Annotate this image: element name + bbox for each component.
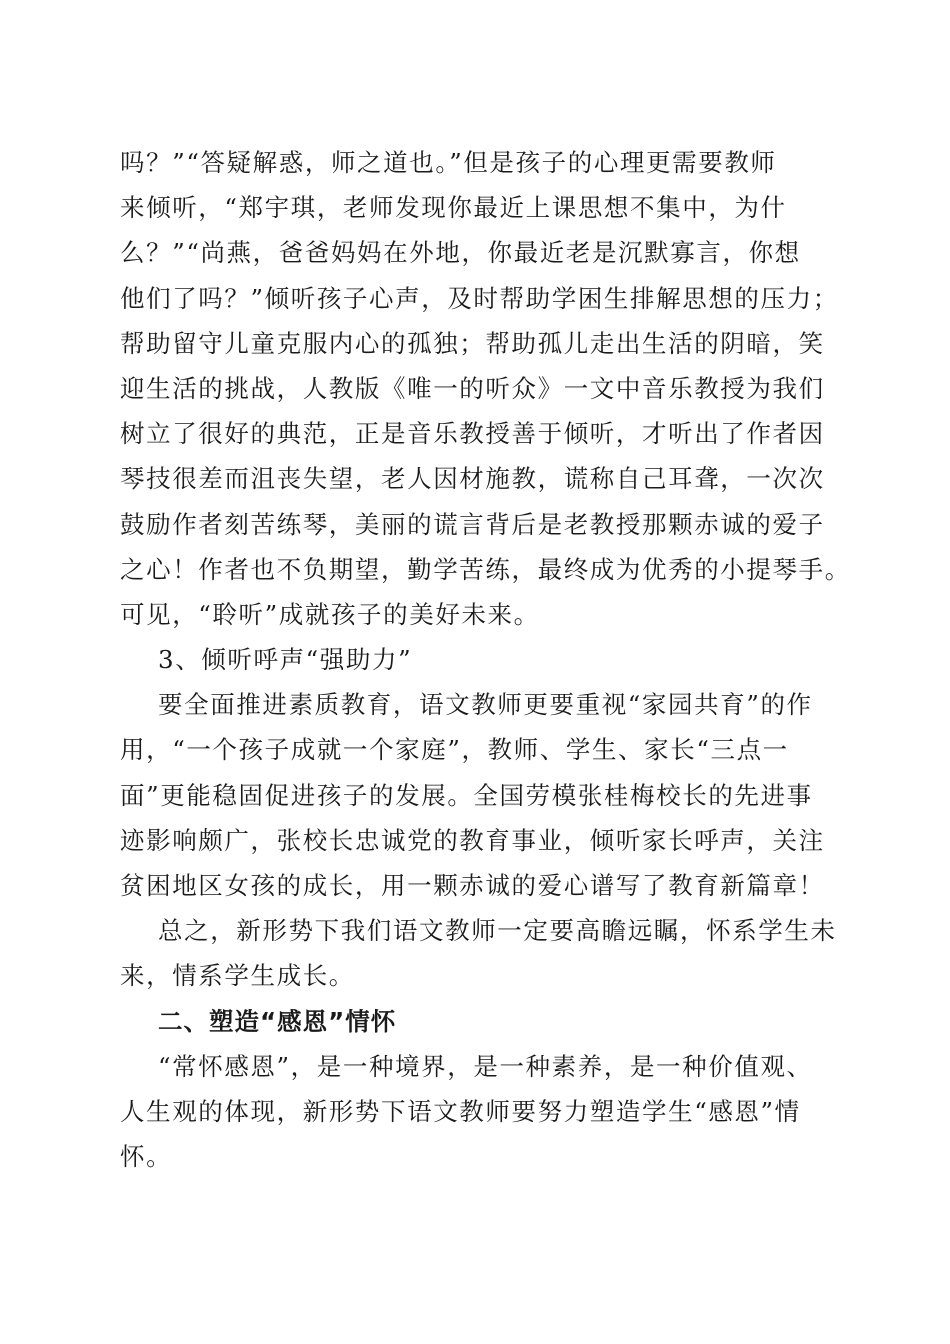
text-line: 贫困地区女孩的成长，用一颗赤诚的爱心谱写了教育新篇章！ <box>120 871 825 900</box>
paragraph-listening-hearts <box>120 140 851 637</box>
text-line: 可见，“聆听”成就孩子的美好未来。 <box>120 599 540 629</box>
text-line: 面”更能稳固促进孩子的发展。全国劳模张桂梅校长的先进事 <box>120 780 813 810</box>
text-line: 鼓励作者刻苦练琴，美丽的谎言背后是老教授那颗赤诚的爱子 <box>120 509 825 539</box>
text-line: 总之，新形势下我们语文教师一定要高瞻远瞩，怀系学生未 <box>158 916 837 946</box>
text-line: 迎生活的挑战，人教版《唯一的听众》一文中音乐教授为我们 <box>120 373 825 403</box>
paragraph-gratitude <box>120 1044 830 1180</box>
paragraph-home-school <box>120 682 830 908</box>
document-page <box>120 140 851 1179</box>
text-line: 要全面推进素质教育，语文教师更要重视“家园共育”的作 <box>158 690 813 720</box>
text-line: 他们了吗？”倾听孩子心声，及时帮助学困生排解思想的压力； <box>120 283 839 313</box>
text-line: 怀。 <box>120 1142 173 1172</box>
section-heading-gratitude: 二、塑造“感恩”情怀 <box>158 1006 397 1036</box>
text-line: “常怀感恩”，是一种境界，是一种素养，是一种价值观、 <box>158 1051 813 1081</box>
text-line: 吗？”“答疑解惑，师之道也。”但是孩子的心理更需要教师 <box>120 148 777 177</box>
text-line: 之心！作者也不负期望，勤学苦练，最终成为优秀的小提琴手。 <box>120 554 851 584</box>
text-line: 么？”“尚燕，爸爸妈妈在外地，你最近老是沉默寡言，你想 <box>120 238 801 268</box>
paragraph-summary <box>120 908 837 998</box>
text-line: 来，情系学生成长。 <box>120 961 355 991</box>
text-line: 来倾听，“郑宇琪，老师发现你最近上课思想不集中，为什 <box>120 193 787 223</box>
text-line: 树立了很好的典范，正是音乐教授善于倾听，才听出了作者因 <box>120 419 825 449</box>
text-line: 用，“一个孩子成就一个家庭”，教师、学生、家长“三点一 <box>120 735 789 765</box>
subheading-listening-voices: 3、倾听呼声“强助力” <box>158 645 413 675</box>
text-line: 人生观的体现，新形势下语文教师要努力塑造学生“感恩”情 <box>120 1096 801 1126</box>
text-line: 帮助留守儿童克服内心的孤独；帮助孤儿走出生活的阴暗，笑 <box>120 328 825 358</box>
text-line: 迹影响颇广，张校长忠诚党的教育事业，倾听家长呼声，关注 <box>120 825 825 855</box>
text-line: 琴技很差而沮丧失望，老人因材施教，谎称自己耳聋，一次次 <box>120 464 825 494</box>
